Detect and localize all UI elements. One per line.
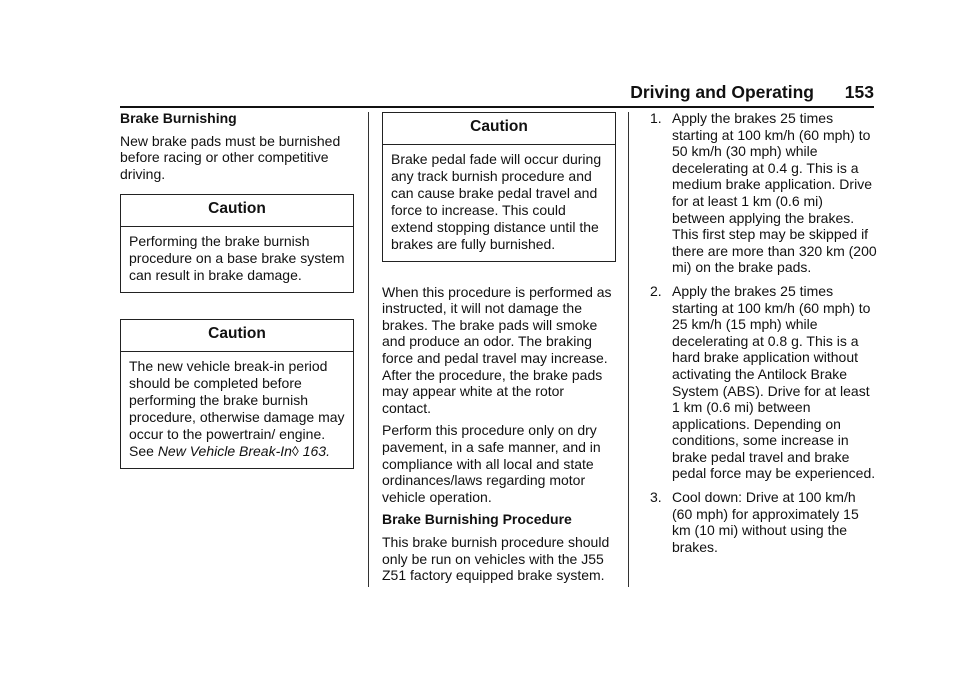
intro-paragraph: New brake pads must be burnished before racing or other competitive driving. [120, 132, 341, 182]
caution-body: Performing the brake burnish procedure on a base brake system can result in brake damage. [129, 232, 345, 283]
caution-box-3 [382, 112, 616, 262]
list-number: 1. [650, 110, 662, 126]
column-2 [382, 110, 616, 590]
list-number: 3. [650, 489, 662, 506]
caution-body [121, 352, 353, 468]
page-header [120, 82, 874, 104]
caution-title: Caution [121, 195, 353, 227]
list-text: Apply the brakes 25 times starting at 100 km/h (60 mph) to 25 km/h (15 mph) while decelerating at 0.8 g. This is a hard brake application without activating the Antilock Brake System (ABS). Drive for at least 1 km (0.6 mi) between applications. Depending on conditions, some increase in brake pedal travel and brake pedal force may be experienced. [672, 282, 876, 482]
paragraph: Perform this procedure only on dry pavement, in a safe manner, and in compliance with all local and state ordinances/laws regarding motor vehicle operation. [382, 422, 601, 505]
caution-title: Caution [383, 113, 615, 145]
list-item [644, 110, 879, 276]
column-3 [644, 110, 879, 562]
section-heading: Brake Burnishing [120, 110, 237, 126]
reference-page[interactable]: 163. [302, 442, 330, 459]
list-item [644, 283, 879, 482]
caution-box-2 [120, 319, 354, 469]
list-text: Cool down: Drive at 100 km/h (60 mph) for approximately 15 km (10 mi) without using the brakes. [672, 489, 859, 555]
subheading: Brake Burnishing Procedure [382, 511, 572, 528]
column-divider [628, 112, 629, 587]
column-divider [368, 112, 369, 587]
paragraph: When this procedure is performed as instructed, it will not damage the brakes. The brake pads will smoke and produce an odor. The braking force and pedal travel may increase. After the procedure, the brake pads may appear white at the rotor contact. [382, 283, 612, 416]
caution-body: Brake pedal fade will occur during any track burnish procedure and can cause brake pedal travel and force to increase. This could extend stopping distance until the brakes are fully burnished. [391, 150, 602, 252]
list-number: 2. [650, 282, 662, 299]
list-item [644, 489, 879, 555]
caution-box-1 [120, 194, 354, 293]
new-vehicle-break-in-link[interactable]: New Vehicle Break-In [157, 442, 292, 459]
column-1 [120, 110, 355, 469]
list-text: Apply the brakes 25 times starting at 100 km/h (60 mph) to 50 km/h (30 mph) while decelerating at 0.4 g. This is a medium brake application. Drive for at least 1 km (0.6 mi) between applying the brakes. This first step may be skipped if there are more than 320 km (200 mi) on the brake pads. [672, 110, 877, 276]
header-divider [120, 106, 874, 108]
paragraph: This brake burnish procedure should only be run on vehicles with the J55 Z51 factory equipped brake system. [382, 533, 610, 584]
section-title: Driving and Operating [630, 82, 814, 102]
caution-text: The new vehicle break-in period should be completed before performing the brake burnish procedure, otherwise damage may occur to the powertrain/ engine. See [129, 357, 345, 459]
page-number: 153 [844, 82, 874, 102]
caution-title: Caution [121, 320, 353, 352]
reference-icon: ◊ [291, 442, 299, 459]
